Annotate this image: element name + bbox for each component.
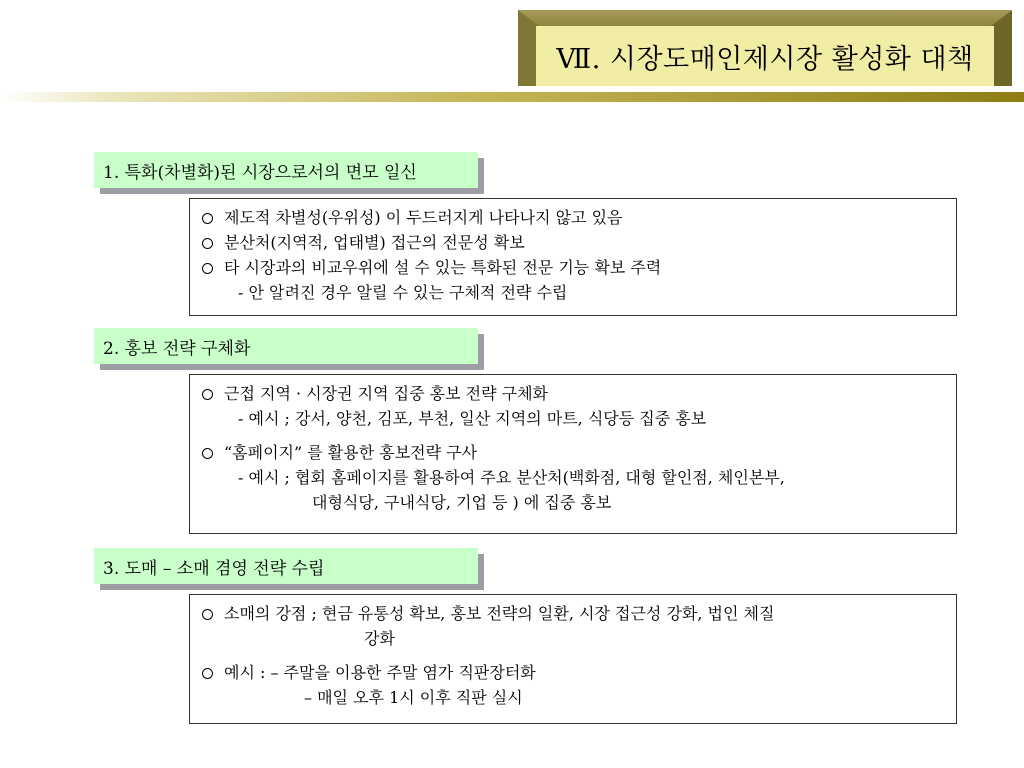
- bullet-circle-icon: [202, 609, 213, 620]
- section-1-item-1: 제도적 차별성(우위성) 이 두드러지게 나타나지 않고 있음: [202, 205, 942, 230]
- section-2-box: [189, 374, 957, 534]
- bullet-circle-icon: [202, 263, 213, 274]
- section-1-sub-item: - 안 알려진 경우 알릴 수 있는 구체적 전략 수립: [238, 283, 568, 302]
- section-2-item-2: “홈페이지” 를 활용한 홍보전략 구사: [202, 440, 942, 465]
- section-3-item-2-cont: – 매일 오후 1시 이후 직판 실시: [304, 688, 523, 707]
- bullet-circle-icon: [202, 389, 213, 400]
- bullet-circle-icon: [202, 213, 213, 224]
- section-1-item-2: 분산처(지역적, 업태별) 접근의 전문성 확보: [202, 230, 942, 255]
- section-2-label: 2. 홍보 전략 구체화: [94, 328, 478, 364]
- section-2-item-1: 근접 지역 · 시장권 지역 집중 홍보 전략 구체화: [202, 381, 942, 406]
- slide-title: Ⅶ. 시장도매인제시장 활성화 대책: [536, 26, 994, 86]
- bullet-circle-icon: [202, 448, 213, 459]
- section-3-label: 3. 도매 – 소매 겸영 전략 수립: [94, 548, 478, 584]
- title-bevel-top: [518, 10, 1012, 26]
- slide-title-box: [518, 10, 1012, 86]
- section-2-item-2-sub: - 예시 ; 협회 홈페이지를 활용하여 주요 분산처(백화점, 대형 할인점, 체인본부,: [238, 468, 785, 487]
- section-3-item-1: 소매의 강점 ; 현금 유통성 확보, 홍보 전략의 일환, 시장 접근성 강화, 법인 체질: [202, 601, 942, 626]
- bullet-circle-icon: [202, 668, 213, 679]
- section-2-item-1-sub: - 예시 ; 강서, 양천, 김포, 부천, 일산 지역의 마트, 식당등 집중 홍보: [238, 409, 707, 428]
- section-1-label: 1. 특화(차별화)된 시장으로서의 면모 일신: [94, 152, 478, 188]
- section-3-box: [189, 594, 957, 724]
- title-band: [0, 92, 1024, 102]
- bullet-circle-icon: [202, 238, 213, 249]
- section-2-item-2-sub-cont: 대형식당, 구내식당, 기업 등 ) 에 집중 홍보: [312, 493, 612, 512]
- section-3-item-1-cont: 강화: [364, 629, 395, 648]
- section-3-item-2: 예시 : – 주말을 이용한 주말 염가 직판장터화: [202, 660, 942, 685]
- section-1-item-3: 타 시장과의 비교우위에 설 수 있는 특화된 전문 기능 확보 주력: [202, 255, 942, 280]
- section-1-box: [189, 198, 957, 316]
